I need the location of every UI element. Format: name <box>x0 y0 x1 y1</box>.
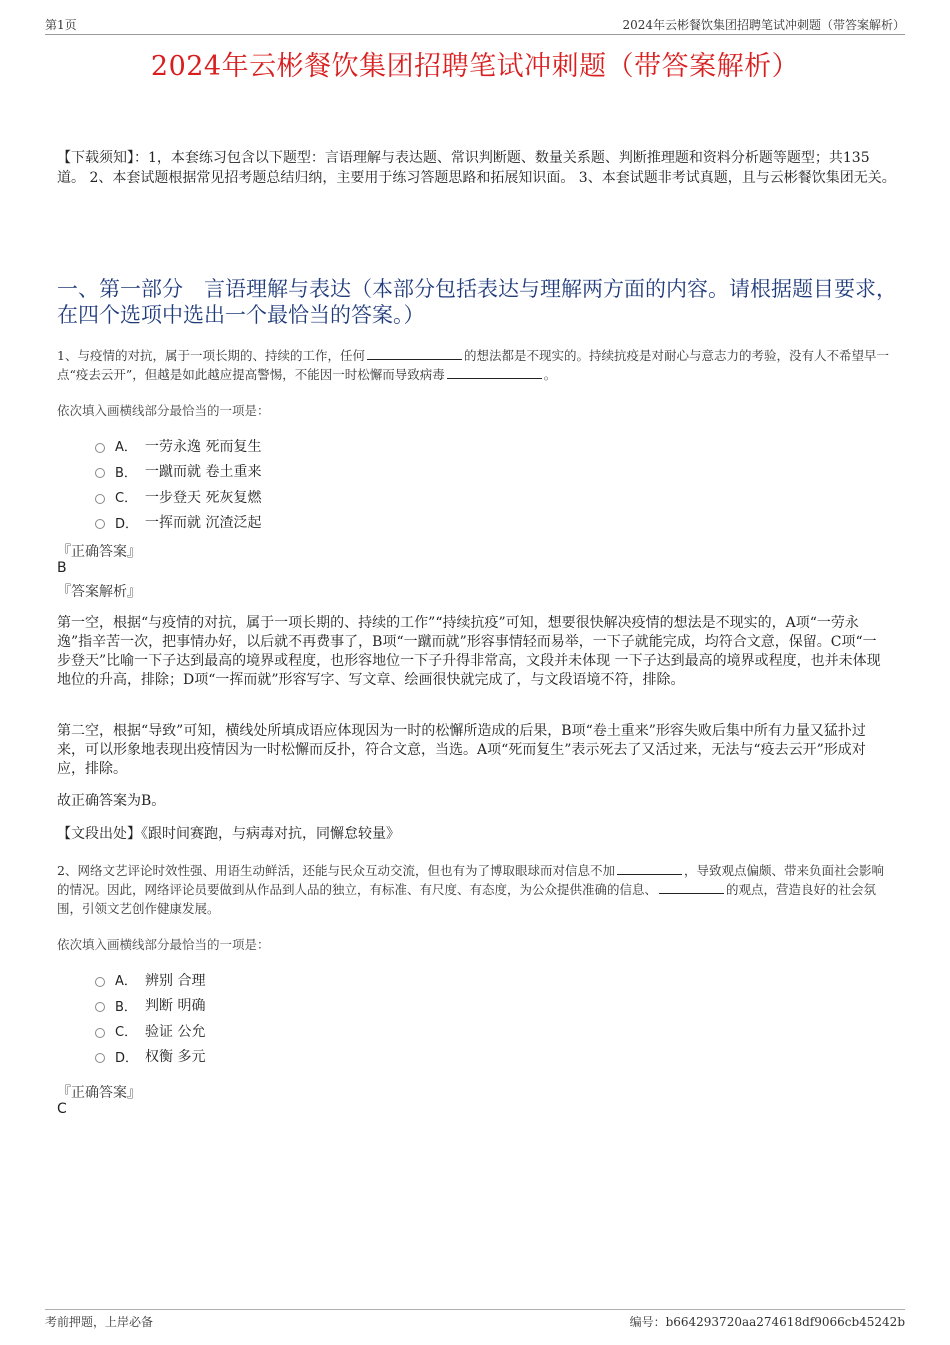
answer-blank <box>617 862 682 875</box>
option-d[interactable] <box>95 510 261 536</box>
radio-icon[interactable] <box>95 519 105 529</box>
option-text: 一步登天 死灰复燃 <box>145 489 262 506</box>
option-text: 判断 明确 <box>145 998 206 1015</box>
option-letter: A． <box>115 440 137 456</box>
option-c[interactable] <box>95 1018 205 1044</box>
answer-blank <box>367 347 462 360</box>
question-1-instruction: 依次填入画横线部分最恰当的一项是： <box>57 403 270 418</box>
question-2-text <box>57 861 895 918</box>
option-b[interactable] <box>95 993 205 1019</box>
answer-blank <box>659 881 724 894</box>
analysis-label: 『答案解析』 <box>57 584 141 600</box>
section-heading: 一、第一部分 言语理解与表达（本部分包括表达与理解两方面的内容。请根据题目要求，在四个选项中选出一个最恰当的答案。） <box>57 277 897 327</box>
question-2-options <box>95 967 205 1069</box>
radio-icon[interactable] <box>95 468 105 478</box>
option-c[interactable] <box>95 484 261 510</box>
document-title: 2024年云彬餐饮集团招聘笔试冲刺题（带答案解析） <box>150 51 800 82</box>
question-2-instruction: 依次填入画横线部分最恰当的一项是： <box>57 937 270 952</box>
question-1-options <box>95 433 261 535</box>
option-d[interactable] <box>95 1044 205 1070</box>
analysis-paragraph-2: 第二空，根据“导致”可知，横线处所填成语应体现因为一时的松懈所造成的后果，B项“卷土重来”形容失败后集中所有力量又猛扑过来，可以形象地表现出疫情因为一时松懈而反扑，符合文意，当选。A项“死而复生”表示死去了又活过来，无法与“疫去云开”形成对应，排除。 <box>57 723 866 777</box>
radio-icon[interactable] <box>95 1028 105 1038</box>
correct-answer-label: 『正确答案』 <box>57 544 141 560</box>
correct-answer-value: B <box>57 560 67 576</box>
question-1-text-part-a: 1、与疫情的对抗，属于一项长期的、持续的工作，任何 <box>57 348 365 363</box>
question-2-text-part-c: 的观点，营造良好的社会氛围，引领文艺创作健康发展。 <box>57 882 877 916</box>
option-text: 辨别 合理 <box>145 972 206 989</box>
question-2-text-part-b: ，导致观点偏颇、带来负面社会影响的情况。因此，网络评论员要做到从作品到人品的独立，有标准、有尺度、有态度，为公众提供准确的信息、 <box>57 863 884 897</box>
radio-icon[interactable] <box>95 443 105 453</box>
option-a[interactable] <box>95 967 205 993</box>
download-notice: 【下载须知】：1，本套练习包含以下题型：言语理解与表达题、常识判断题、数量关系题、判断推理题和资料分析题等题型；共135道。 2、本套试题根据常见招考题总结归纳，主要用于练习答题思路和拓展知识面。 3、本套试题非考试真题，且与云彬餐饮集团无关。 <box>57 150 896 186</box>
radio-icon[interactable] <box>95 1002 105 1012</box>
option-letter: D． <box>115 516 139 532</box>
option-a[interactable] <box>95 433 261 459</box>
option-text: 权衡 多元 <box>145 1049 206 1066</box>
footer-divider <box>45 1309 905 1310</box>
footer-document-id: 编号：b664293720aa274618df9066cb45242b <box>629 1315 905 1329</box>
correct-answer-label: 『正确答案』 <box>57 1085 141 1101</box>
page-number: 第1页 <box>45 18 77 32</box>
analysis-conclusion: 故正确答案为B。 <box>57 793 166 809</box>
option-letter: A． <box>115 974 137 990</box>
option-text: 一劳永逸 死而复生 <box>145 438 262 455</box>
radio-icon[interactable] <box>95 977 105 987</box>
option-text: 验证 公允 <box>145 1023 206 1040</box>
footer-slogan: 考前押题，上岸必备 <box>45 1315 154 1329</box>
question-1-text-part-c: 。 <box>543 367 557 382</box>
source-citation: 【文段出处】《跟时间赛跑，与病毒对抗，同懈怠较量》 <box>57 826 400 842</box>
answer-blank <box>447 366 542 379</box>
radio-icon[interactable] <box>95 494 105 504</box>
analysis-paragraph-1: 第一空，根据“与疫情的对抗，属于一项长期的、持续的工作”“持续抗疫”可知，想要很快解决疫情的想法是不现实的，A项“一劳永逸”指辛苦一次，把事情办好，以后就不再费事了，B项“一蹴而就”形容事情轻而易举，一下子就能完成，均符合文意，保留。C项“一步登天”比喻一下子达到最高的境界或程度，也形容地位一下子升得非常高，文段并未体现 一下子达到最高的境界或程度，也并未体现地位的升高，排除；D项“一挥而就”形容写字、写文章、绘画很快就完成了，与文段语境不符，排除。 <box>57 615 881 688</box>
question-1-text-part-b: 的想法都是不现实的。持续抗疫是对耐心与意志力的考验，没有人不希望早一点“疫去云开”，但越是如此越应提高警惕，不能因一时松懈而导致病毒 <box>57 348 889 382</box>
correct-answer-value: C <box>57 1101 67 1117</box>
option-text: 一挥而就 沉渣泛起 <box>145 515 262 532</box>
question-1-text <box>57 346 895 384</box>
option-letter: B． <box>115 465 137 481</box>
page-header <box>45 14 905 35</box>
option-letter: B． <box>115 999 137 1015</box>
option-letter: C． <box>115 1025 138 1041</box>
header-doc-title: 2024年云彬餐饮集团招聘笔试冲刺题（带答案解析） <box>622 18 905 32</box>
question-2-text-part-a: 2、网络文艺评论时效性强、用语生动鲜活，还能与民众互动交流，但也有为了博取眼球而对信息不加 <box>57 863 615 878</box>
option-text: 一蹴而就 卷土重来 <box>145 464 262 481</box>
option-letter: C． <box>115 491 138 507</box>
option-letter: D． <box>115 1050 139 1066</box>
radio-icon[interactable] <box>95 1053 105 1063</box>
option-b[interactable] <box>95 459 261 485</box>
